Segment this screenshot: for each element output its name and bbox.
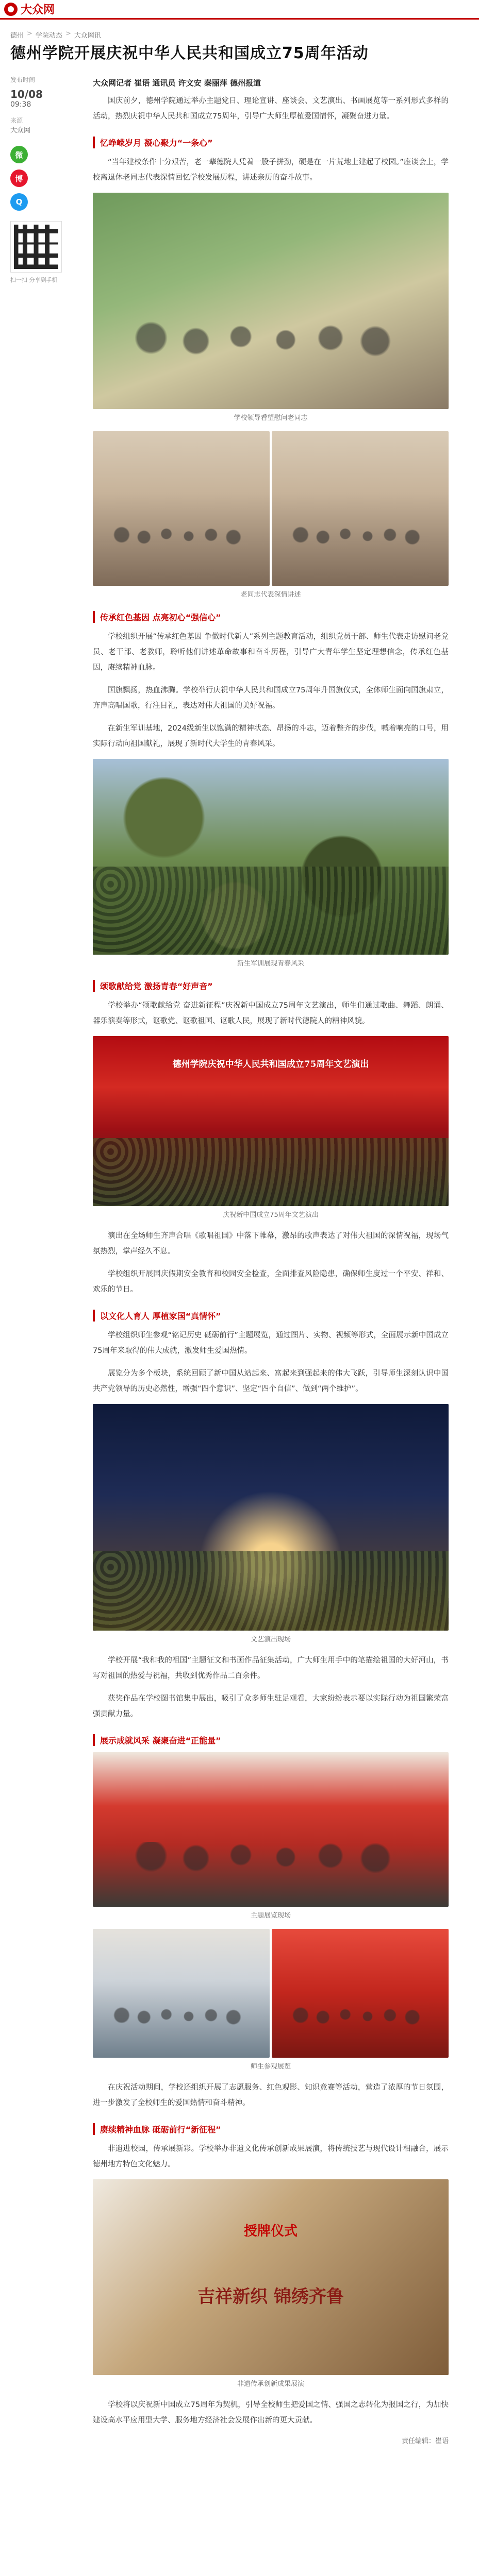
breadcrumb-item[interactable]: 德州 bbox=[10, 32, 24, 40]
paragraph: 在庆祝活动期间，学校还组织开展了志愿服务、红色观影、知识竞赛等活动，营造了浓厚的节日氛围，进一步激发了全校师生的爱国热情和奋斗精神。 bbox=[93, 2083, 449, 2107]
breadcrumb-item[interactable]: 大众网讯 bbox=[74, 32, 101, 40]
photo-caption: 主题展览现场 bbox=[250, 1912, 291, 1920]
photo-caption: 新生军训展现青春风采 bbox=[237, 960, 304, 968]
paragraph: “当年建校条件十分艰苦，老一辈德院人凭着一股子拼劲，硬是在一片荒地上建起了校园。”座谈会上，学校离退休老同志代表深情回忆学校发展历程，讲述亲历的奋斗故事。 bbox=[93, 158, 449, 182]
section-heading: 颂歌献给党 激扬青春“好声音” bbox=[93, 980, 449, 992]
paragraph: 学校开展“我和我的祖国”主题征文和书画作品征集活动，广大师生用手中的笔描绘祖国的大好河山，书写对祖国的热爱与祝福，共收到优秀作品二百余件。 bbox=[93, 1656, 449, 1680]
breadcrumb-separator: > bbox=[65, 30, 71, 38]
source-name: 大众网 bbox=[10, 127, 31, 134]
breadcrumb-item[interactable]: 学院动态 bbox=[35, 32, 62, 40]
photo-class-b bbox=[272, 1929, 449, 2058]
logo-mark-icon bbox=[4, 3, 18, 16]
byline: 大众网记者 崔语 通讯员 许文安 秦丽萍 德州报道 bbox=[93, 78, 261, 88]
weibo-share-icon[interactable]: 博 bbox=[10, 170, 28, 187]
paragraph: 学校举办“颂歌献给党 奋进新征程”庆祝新中国成立75周年文艺演出，师生们通过歌曲、舞蹈、朗诵、器乐演奏等形式，讴歌党、讴歌祖国、讴歌人民，展现了新时代德院人的精神风貌。 bbox=[93, 1002, 449, 1025]
photo-class-a bbox=[93, 1929, 270, 2058]
paragraph: 学校组织师生参观“铭记历史 砥砺前行”主题展览，通过图片、实物、视频等形式，全面展示新中国成立75周年来取得的伟大成就，激发师生爱国热情。 bbox=[93, 1331, 449, 1355]
paragraph: 非遗进校园，传承展新彩。学校举办非遗文化传承创新成果展演，将传统技艺与现代设计相融合，展示德州地方特色文化魅力。 bbox=[93, 2145, 449, 2168]
publish-time: 09:38 bbox=[10, 100, 31, 109]
paragraph: 展览分为多个板块，系统回顾了新中国从站起来、富起来到强起来的伟大飞跃，引导师生深刻认识中国共产党领导的历史必然性，增强“四个意识”、坚定“四个自信”、做到“两个维护”。 bbox=[93, 1369, 449, 1393]
editor-note: 责任编辑：崔语 bbox=[401, 2437, 449, 2445]
craft-banner-text: 吉祥新织 锦绣齐鲁 bbox=[197, 2286, 344, 2307]
paragraph: 在新生军训基地，2024级新生以饱满的精神状态、昂扬的斗志，迈着整齐的步伐，喊着响亮的口号，用实际行动向祖国献礼，展现了新时代大学生的青春风采。 bbox=[93, 724, 449, 748]
photo-caption: 庆祝新中国成立75周年文艺演出 bbox=[223, 1211, 319, 1219]
source-label: 来源 bbox=[10, 117, 23, 124]
section-heading: 赓续精神血脉 砥砺前行“新征程” bbox=[93, 2123, 449, 2135]
publish-date: 10/08 bbox=[10, 88, 43, 100]
photo-exhibition bbox=[93, 1752, 449, 1907]
photo-visit bbox=[93, 193, 449, 409]
photo-caption: 师生参观展览 bbox=[250, 2063, 291, 2071]
paragraph: 学校将以庆祝新中国成立75周年为契机，引导全校师生把爱国之情、强国之志转化为报国之行，为加快建设高水平应用型大学、服务地方经济社会发展作出新的更大贡献。 bbox=[93, 2401, 449, 2425]
paragraph: 学校组织开展“传承红色基因 争做时代新人”系列主题教育活动，组织党员干部、师生代表走访慰问老党员、老干部、老教师，聆听他们讲述革命故事和奋斗历程，引导广大青年学生坚定理想信念，传承红色基因，赓续精神血脉。 bbox=[93, 633, 449, 672]
section-heading: 展示成就风采 凝聚奋进“正能量” bbox=[93, 1734, 449, 1746]
photo-row bbox=[93, 431, 449, 586]
stage-banner-text: 德州学院庆祝中华人民共和国成立75周年文艺演出 bbox=[172, 1059, 369, 1070]
qr-code bbox=[10, 221, 62, 273]
photo-caption: 学校领导看望慰问老同志 bbox=[234, 414, 308, 422]
article-body bbox=[93, 77, 449, 2454]
section-heading: 忆峥嵘岁月 凝心聚力“一条心” bbox=[93, 137, 449, 148]
photo-elder bbox=[93, 431, 270, 586]
qq-share-icon[interactable]: Q bbox=[10, 193, 28, 211]
photo-row bbox=[93, 1929, 449, 2058]
publish-label: 发布时间 bbox=[10, 76, 36, 83]
article-sidebar bbox=[10, 75, 67, 284]
paragraph: 获奖作品在学校图书馆集中展出，吸引了众多师生驻足观看，大家纷纷表示要以实际行动为祖国繁荣富强贡献力量。 bbox=[93, 1694, 449, 1718]
photo-craft-ceremony bbox=[93, 2179, 449, 2375]
craft-top-text: 授牌仪式 bbox=[243, 2224, 298, 2239]
article-title: 德州学院开展庆祝中华人民共和国成立75周年活动 bbox=[10, 44, 369, 62]
logo-text: 大众网 bbox=[21, 3, 55, 16]
breadcrumb bbox=[10, 30, 101, 40]
share-bar bbox=[10, 146, 67, 211]
section-heading: 传承红色基因 点亮初心“强信心” bbox=[93, 611, 449, 623]
photo-stage-performance bbox=[93, 1036, 449, 1206]
photo-meeting bbox=[272, 431, 449, 586]
photo-military-training bbox=[93, 759, 449, 955]
photo-caption: 文艺演出现场 bbox=[250, 1636, 291, 1643]
paragraph: 国旗飘扬，热血沸腾。学校举行庆祝中华人民共和国成立75周年升国旗仪式，全体师生面向国旗肃立，齐声高唱国歌，行注目礼，表达对伟大祖国的美好祝福。 bbox=[93, 686, 449, 710]
top-navbar bbox=[0, 0, 479, 20]
paragraph: 学校组织开展国庆假期安全教育和校园安全检查，全面排查风险隐患，确保师生度过一个平安、祥和、欢乐的节日。 bbox=[93, 1270, 449, 1294]
wechat-share-icon[interactable]: 微 bbox=[10, 146, 28, 163]
breadcrumb-separator: > bbox=[27, 30, 32, 38]
qr-caption: 扫一扫 分享到手机 bbox=[10, 277, 58, 283]
paragraph: 国庆前夕，德州学院通过举办主题党日、理论宣讲、座谈会、文艺演出、书画展览等一系列形式多样的活动，热烈庆祝中华人民共和国成立75周年，引导广大师生厚植爱国情怀，凝聚奋进力量。 bbox=[93, 97, 449, 121]
site-logo[interactable] bbox=[4, 1, 55, 17]
section-heading: 以文化人育人 厚植家国“真情怀” bbox=[93, 1310, 449, 1321]
photo-caption: 非遗传承创新成果展演 bbox=[237, 2380, 304, 2388]
paragraph: 演出在全场师生齐声合唱《歌唱祖国》中落下帷幕，激昂的歌声表达了对伟大祖国的深情祝福，现场气氛热烈，掌声经久不息。 bbox=[93, 1232, 449, 1256]
photo-caption: 老同志代表深情讲述 bbox=[240, 591, 301, 599]
photo-night-show bbox=[93, 1404, 449, 1631]
